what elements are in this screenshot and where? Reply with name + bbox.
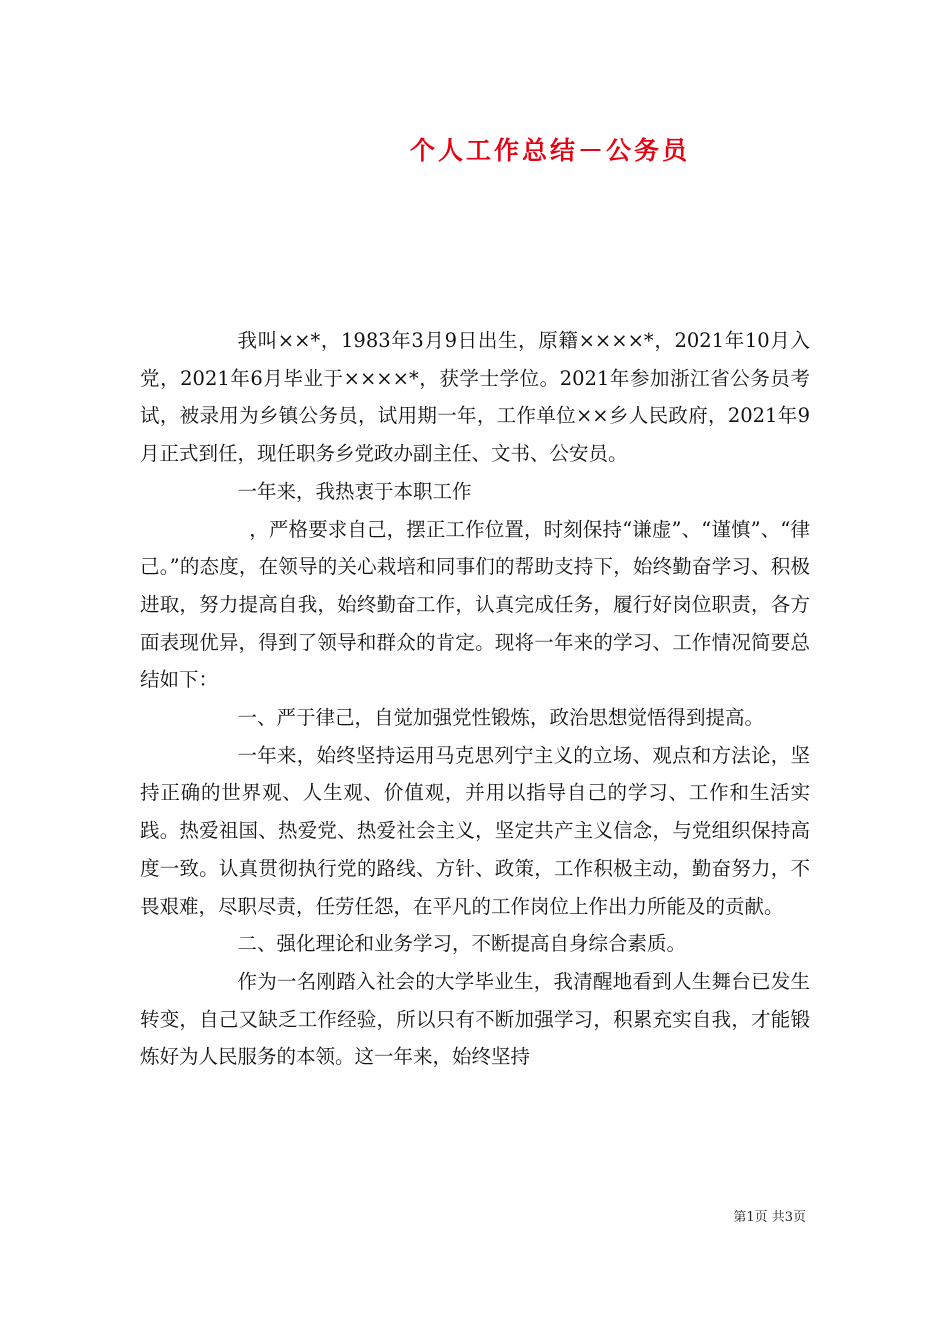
page-number: 第1页 共3页 <box>733 1210 806 1225</box>
paragraph-intro: 我叫××*，1983年3月9日出生，原籍××××*，2021年10月入党，2021年6月毕业于××××*，获学士学位。2021年参加浙江省公务员考试，被录用为乡镇公务员，试用期一年，工作单位××乡人民政府，2021年9月正式到任，现任职务乡党政办副主任、文书、公安员。 <box>140 329 810 466</box>
paragraph-attitude: ，严格要求自己，摆正工作位置，时刻保持“谦虚”、“谨慎”、“律己。”的态度，在领导的关心栽培和同事们的帮助支持下，始终勤奋学习、积极进取，努力提高自我，始终勤奋工作，认真完成任务，履行好岗位职责，各方面表现优异，得到了领导和群众的肯定。现将一年来的学习、工作情况简要总结如下： <box>140 517 810 692</box>
page-title: 个人工作总结－公务员 <box>409 136 690 165</box>
paragraph-politics: 一年来，始终坚持运用马克思列宁主义的立场、观点和方法论，坚持正确的世界观、人生观、价值观，并用以指导自己的学习、工作和生活实践。热爱祖国、热爱党、热爱社会主义，坚定共产主义信念，与党组织保持高度一致。认真贯彻执行党的路线、方针、政策，工作积极主动，勤奋努力，不畏艰难，尽职尽责，任劳任怨，在平凡的工作岗位上作出力所能及的贡献。 <box>140 743 810 918</box>
paragraph-study: 作为一名刚踏入社会的大学毕业生，我清醒地看到人生舞台已发生转变，自己又缺乏工作经验，所以只有不断加强学习，积累充实自我，才能锻炼好为人民服务的本领。这一年来，始终坚持 <box>140 969 810 1069</box>
section-heading-2: 二、强化理论和业务学习，不断提高自身综合素质。 <box>237 932 687 956</box>
document-body <box>140 322 810 1076</box>
paragraph-heading-line: 一年来，我热衷于本职工作 <box>237 479 472 503</box>
section-heading-1: 一、严于律己，自觉加强党性锻炼，政治思想觉悟得到提高。 <box>237 706 765 730</box>
